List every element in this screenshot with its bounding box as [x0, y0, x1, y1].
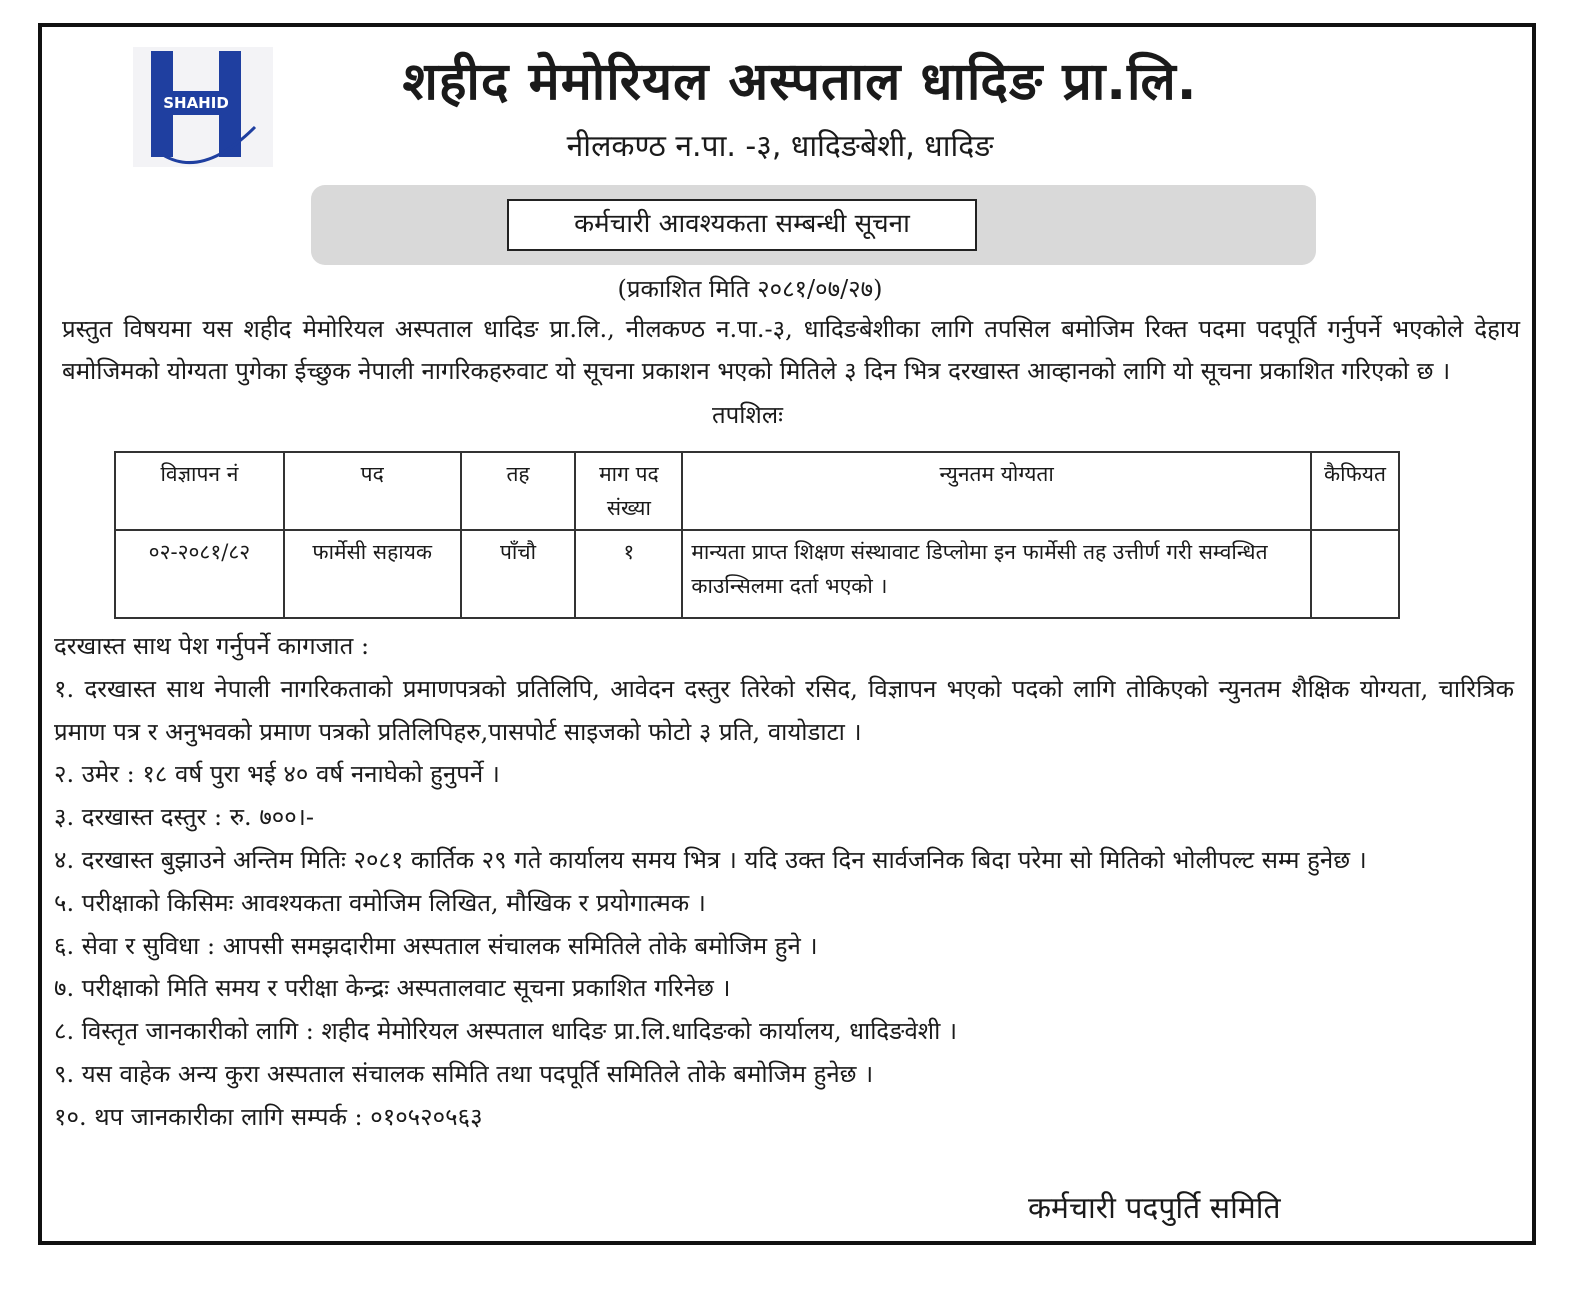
table-row: [115, 530, 1399, 618]
list-item: ५. परीक्षाको किसिमः आवश्यकता वमोजिम लिखित, मौखिक र प्रयोगात्मक ।: [54, 888, 706, 917]
table-header-row: [115, 452, 1399, 530]
signature-committee: कर्मचारी पदपुर्ति समिति: [1028, 1191, 1281, 1226]
column-header-ad-number: विज्ञापन नं: [115, 452, 284, 530]
cell-ad-number: ०२-२०८१/८२: [115, 530, 284, 618]
list-item: ८. विस्तृत जानकारीको लागि : शहीद मेमोरियल अस्पताल धादिङ प्रा.लि.धादिङको कार्यालय, धादिङवेशी ।: [54, 1017, 958, 1046]
list-item: ९. यस वाहेक अन्य कुरा अस्पताल संचालक समिति तथा पदपूर्ति समितिले तोके बमोजिम हुनेछ ।: [54, 1059, 874, 1088]
hospital-logo: [133, 47, 273, 167]
published-date: (प्रकाशित मिति २०८१/०७/२७): [617, 275, 883, 303]
list-item: १०. थप जानकारीका लागि सम्पर्क : ०१०५२०५६३: [54, 1102, 483, 1131]
documents-heading: दरखास्त साथ पेश गर्नुपर्ने कागजात :: [54, 632, 370, 660]
documents-list: [54, 668, 1514, 1139]
required-documents-section: [54, 625, 1514, 1139]
list-item: ६. सेवा र सुविधा : आपसी समझदारीमा अस्पताल संचालक समितिले तोके बमोजिम हुने ।: [54, 931, 818, 960]
tapshil-label: तपशिलः: [712, 401, 783, 429]
cell-positions: १: [575, 530, 682, 618]
cell-level: पाँचौ: [461, 530, 576, 618]
list-item: २. उमेर : १८ वर्ष पुरा भई ४० वर्ष ननाघेको हुनुपर्ने ।: [54, 760, 500, 789]
notice-title: कर्मचारी आवश्यकता सम्बन्धी सूचना: [507, 199, 977, 251]
cell-remarks: [1311, 530, 1399, 618]
cell-post: फार्मेसी सहायक: [284, 530, 461, 618]
logo-text: SHAHID: [163, 94, 229, 112]
column-header-post: पद: [284, 452, 461, 530]
cell-qualification: मान्यता प्राप्त शिक्षण संस्थावाट डिप्लोमा इन फार्मेसी तह उत्तीर्ण गरी सम्वन्धित काउन्सिलमा दर्ता भएको ।: [682, 530, 1311, 618]
list-item: ३. दरखास्त दस्तुर : रु. ७००।-: [54, 803, 314, 832]
organization-name: शहीद मेमोरियल अस्पताल धादिङ प्रा.लि.: [402, 52, 1198, 112]
column-header-level: तह: [461, 452, 576, 530]
organization-address: नीलकण्ठ न.पा. -३, धादिङबेशी, धादिङ: [566, 129, 994, 164]
intro-paragraph: प्रस्तुत विषयमा यस शहीद मेमोरियल अस्पताल धादिङ प्रा.लि., नीलकण्ठ न.पा.-३, धादिङबेशीका लागि तपसिल बमोजिम रिक्त पदमा पदपूर्ति गर्नुपर्ने भएकोले देहाय बमोजिमको योग्यता पुगेका ईच्छुक नेपाली नागरिकहरुवाट यो सूचना प्रकाशन भएको मितिले ३ दिन भित्र दरखास्त आव्हानको लागि यो सूचना प्रकाशित गरिएको छ ।: [62, 315, 1520, 385]
column-header-qualification: न्युनतम योग्यता: [682, 452, 1311, 530]
list-item: ७. परीक्षाको मिति समय र परीक्षा केन्द्रः अस्पतालवाट सूचना प्रकाशित गरिनेछ ।: [54, 974, 731, 1003]
column-header-positions: माग पद संख्या: [575, 452, 682, 530]
vacancy-table: [114, 451, 1400, 619]
list-item: ४. दरखास्त बुझाउने अन्तिम मितिः २०८१ कार्तिक २९ गते कार्यालय समय भित्र । यदि उक्त दिन सार्वजनिक बिदा परेमा सो मितिको भोलीपल्ट सम्म हुनेछ ।: [54, 845, 1367, 874]
column-header-remarks: कैफियत: [1311, 452, 1399, 530]
list-item: १. दरखास्त साथ नेपाली नागरिकताको प्रमाणपत्रको प्रतिलिपि, आवेदन दस्तुर तिरेको रसिद, विज्ञापन भएको पदको लागि तोकिएको न्युनतम शैक्षिक योग्यता, चारित्रिक प्रमाण पत्र र अनुभवको प्रमाण पत्रको प्रतिलिपिहरु,पासपोर्ट साइजको फोटो ३ प्रति, वायोडाटा ।: [54, 674, 1514, 746]
